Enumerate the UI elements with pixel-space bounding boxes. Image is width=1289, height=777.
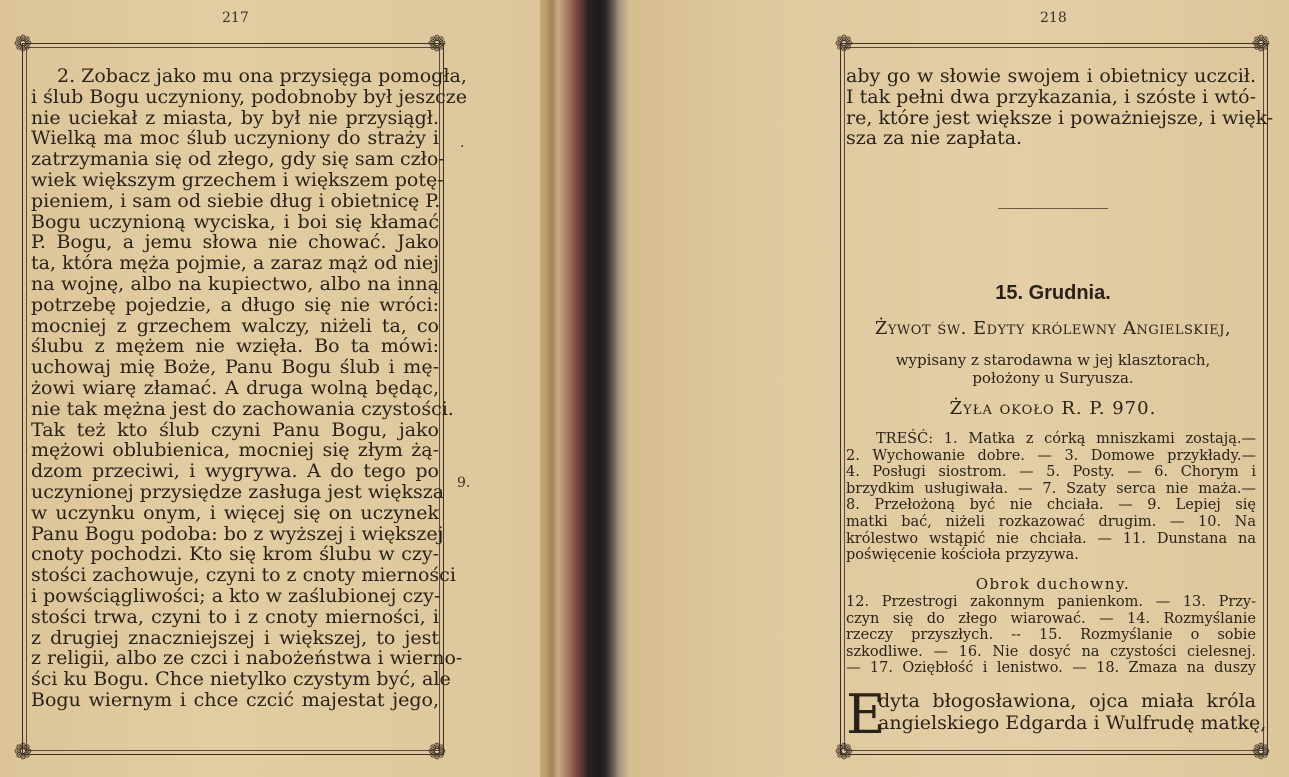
text-line: Tak też kto ślub czyni Panu Bogu, jako xyxy=(31,418,439,441)
drop-cap: E xyxy=(846,683,886,746)
floral-corner-icon: ❁ xyxy=(427,740,447,765)
book-spine xyxy=(540,0,635,777)
subtitle-line-1: wypisany z starodawna w jej klasztorach, xyxy=(895,351,1211,369)
text-line: ści ku Bogu. Chce nietylko czystym być, ale xyxy=(31,668,451,691)
text-line: matki bać, niżeli rozkazować drugim. — 10. Na xyxy=(846,513,1256,530)
text-line: mocniej z grzechem walczy, niżeli ta, co xyxy=(31,314,439,337)
page-number-right: 218 xyxy=(1040,10,1067,26)
text-line: i powściągliwości; a kto w zaślubionej czy- xyxy=(31,584,441,607)
text-line: czyn się do złego wiarować. — 14. Rozmyślanie xyxy=(846,610,1256,627)
floral-corner-icon: ❁ xyxy=(427,32,447,57)
right-page xyxy=(628,0,1289,777)
text-line: sza za nie zapłata. xyxy=(846,127,1023,150)
body-line: dyta błogosławiona, ojca miała króla xyxy=(878,690,1256,712)
contents-list xyxy=(846,431,1256,564)
lived-date: Żyła około R. P. 970. xyxy=(949,398,1157,419)
floral-corner-icon: ❁ xyxy=(834,32,854,57)
text-line: uchowaj mię Boże, Panu Bogu ślub i mę- xyxy=(31,356,439,379)
left-page xyxy=(0,0,545,777)
floral-corner-icon: ❁ xyxy=(1251,740,1271,765)
subtitle-line-2: położony u Suryusza. xyxy=(972,369,1134,387)
floral-corner-icon: ❁ xyxy=(834,740,854,765)
floral-corner-icon: ❁ xyxy=(13,740,33,765)
text-line: 8. Przełożoną być nie chciała. — 9. Lepiej się xyxy=(846,497,1256,514)
page-number-left: 217 xyxy=(222,10,249,26)
text-line: na wojnę, albo na kupiectwo, albo na inną xyxy=(31,272,439,295)
text-line: Bogu uczynioną wyciska, i boi się kłamać xyxy=(31,210,439,233)
right-page-top-text xyxy=(846,65,1274,150)
text-line: P. Bogu, a jemu słowa nie chować. Jako xyxy=(31,231,439,254)
text-line: poświęcenie kościoła przyzywa. xyxy=(846,547,1079,564)
text-line: wiek większym grzechem i większem potę- xyxy=(31,168,444,191)
body-line: angielskiego Edgarda i Wulfrudę matkę, xyxy=(878,712,1267,734)
text-line: Panu Bogu podoba: bo z wyższej i większej xyxy=(31,522,444,545)
text-line: nie tak mężna jest do zachowania czystości. xyxy=(31,397,454,420)
text-line: 4. Posługi siostrom. — 5. Posty. — 6. Chorym i xyxy=(846,464,1256,481)
text-line: pieniem, i sam od siebie dług i obietnicę P. xyxy=(31,189,441,212)
text-line: 2. Wychowanie dobre. — 3. Domowe przykłady.— xyxy=(846,447,1256,464)
text-line: TREŚĆ: 1. Matka z córką mniszkami zostają.— xyxy=(876,431,1256,447)
text-line: dzom przeciwi, i wygrywa. A do tego po xyxy=(31,460,439,483)
text-line: żowi wiarę złamać. A druga wolną będąc, xyxy=(31,376,439,399)
obrok-list xyxy=(846,594,1256,677)
text-line: — 17. Oziębłość i lenistwo. — 18. Zmaza na duszy xyxy=(846,660,1256,677)
text-line: Wielką ma moc ślub uczyniony do straży i xyxy=(31,127,439,150)
text-line: i ślub Bogu uczyniony, podobnoby był jeszcze xyxy=(31,85,467,108)
text-line: zatrzymania się od złego, gdy się sam czło- xyxy=(31,148,445,171)
text-line: stości trwa, czyni to i z cnoty mierności, i xyxy=(31,605,439,628)
text-line: potrzebę pojedzie, a długo się nie wróci: xyxy=(31,293,439,316)
floral-corner-icon: ❁ xyxy=(1251,32,1271,57)
text-line: I tak pełni dwa przykazania, i szóste i wtó- xyxy=(846,85,1256,108)
text-line: brzydkim usługiwała. — 7. Szaty serca nie maża.— xyxy=(846,480,1256,497)
text-line: nie uciekał z miasta, by był nie przysiągł. xyxy=(31,106,439,129)
text-line: ta, która męża pojmie, a zaraz mąż od niej xyxy=(31,252,439,275)
left-page-text xyxy=(31,65,467,711)
margin-mark: . xyxy=(460,135,465,151)
text-line: mężowi oblubienica, mocniej się złym żą- xyxy=(31,439,439,462)
text-line: 2. Zobacz jako mu ona przysięga pomogła, xyxy=(57,65,467,87)
life-title: Żywot św. Edyty królewny Angielskiej, xyxy=(874,318,1232,339)
text-line: aby go w słowie swojem i obietnicy uczcił. xyxy=(846,65,1256,87)
text-line: w uczynku onym, i więcej się on uczynek xyxy=(31,501,439,524)
text-line: 12. Przestrogi zakonnym panienkom. — 13. Przy- xyxy=(846,594,1256,610)
section-divider xyxy=(998,208,1108,209)
text-line: stości zachowuje, czyni to z cnoty mierności xyxy=(31,564,456,587)
text-line: z drugiej znaczniejszej i większej, to jest xyxy=(31,626,439,649)
text-line: cnoty pochodzi. Kto się krom ślubu w czy- xyxy=(31,543,439,566)
text-line: Bogu wiernym i chce czcić majestat jego, xyxy=(31,688,439,711)
text-line: królestwo wstąpić nie chciała. — 11. Dunstana na xyxy=(846,530,1256,547)
body-start xyxy=(878,690,1267,734)
date-heading: 15. Grudnia. xyxy=(995,282,1111,304)
floral-corner-icon: ❁ xyxy=(13,32,33,57)
text-line: ślubu z mężem nie wzięła. Bo ta mówi: xyxy=(31,335,439,358)
text-line: rzeczy przyszłych. -- 15. Rozmyślanie o sobie xyxy=(846,627,1256,644)
text-line: uczynionej przysiędze zasługa jest większa xyxy=(31,480,445,503)
text-line: z religii, albo ze czci i nabożeństwa i wierno- xyxy=(31,647,463,670)
text-line: re, które jest większe i poważniejsze, i więk- xyxy=(846,106,1274,129)
obrok-heading: Obrok duchowny. xyxy=(975,575,1131,593)
margin-mark: 9. xyxy=(457,475,471,491)
text-line: szkodliwe. — 16. Nie dosyć na czystości cielesnej. xyxy=(846,643,1256,660)
